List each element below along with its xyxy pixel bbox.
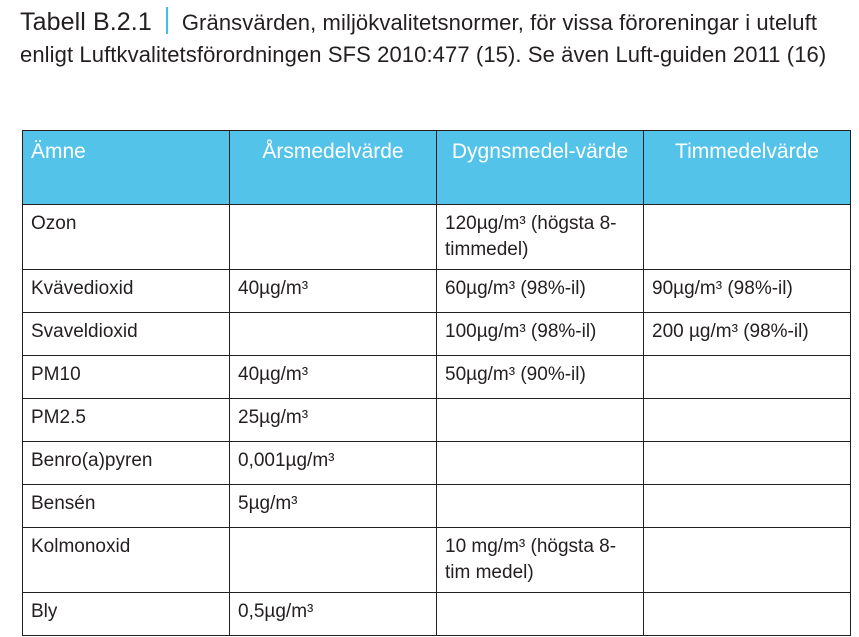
cell-daily (437, 442, 644, 485)
table-row (23, 442, 851, 485)
table-row (23, 399, 851, 442)
cell-hourly (644, 485, 851, 528)
header-daily-mean: Dygnsmedel-värde (437, 131, 644, 205)
cell-annual (230, 528, 437, 593)
cell-daily: 100µg/m³ (98%-il) (437, 313, 644, 356)
cell-substance: PM10 (23, 356, 230, 399)
cell-annual: 0,001µg/m³ (230, 442, 437, 485)
cell-substance: Ozon (23, 205, 230, 270)
header-row (23, 131, 851, 205)
cell-daily (437, 399, 644, 442)
cell-annual: 40µg/m³ (230, 270, 437, 313)
table-body (23, 205, 851, 636)
caption-separator (166, 7, 168, 34)
cell-daily: 60µg/m³ (98%-il) (437, 270, 644, 313)
cell-hourly (644, 593, 851, 636)
cell-annual: 40µg/m³ (230, 356, 437, 399)
cell-hourly (644, 399, 851, 442)
cell-daily (437, 485, 644, 528)
cell-substance: Kolmonoxid (23, 528, 230, 593)
cell-hourly (644, 205, 851, 270)
cell-hourly (644, 528, 851, 593)
cell-annual (230, 313, 437, 356)
cell-hourly (644, 442, 851, 485)
header-substance: Ämne (23, 131, 230, 205)
cell-annual: 0,5µg/m³ (230, 593, 437, 636)
cell-substance: Svaveldioxid (23, 313, 230, 356)
cell-daily (437, 593, 644, 636)
table-row (23, 205, 851, 270)
table-number: Tabell B.2.1 (20, 8, 152, 36)
table-header (23, 131, 851, 205)
table-row (23, 485, 851, 528)
cell-substance: Benro(a)pyren (23, 442, 230, 485)
limit-values-table (22, 130, 851, 636)
table-row (23, 528, 851, 593)
table-row (23, 356, 851, 399)
cell-substance: Kvävedioxid (23, 270, 230, 313)
header-annual-mean: Årsmedelvärde (230, 131, 437, 205)
cell-substance: Bensén (23, 485, 230, 528)
cell-substance: PM2.5 (23, 399, 230, 442)
cell-annual (230, 205, 437, 270)
cell-daily: 10 mg/m³ (högsta 8-tim medel) (437, 528, 644, 593)
cell-annual: 25µg/m³ (230, 399, 437, 442)
cell-hourly: 90µg/m³ (98%-il) (644, 270, 851, 313)
table-row (23, 313, 851, 356)
cell-hourly (644, 356, 851, 399)
table-row (23, 593, 851, 636)
table-caption (20, 6, 850, 71)
table-row (23, 270, 851, 313)
cell-hourly: 200 µg/m³ (98%-il) (644, 313, 851, 356)
cell-daily: 50µg/m³ (90%-il) (437, 356, 644, 399)
cell-substance: Bly (23, 593, 230, 636)
header-hourly-mean: Timmedelvärde (644, 131, 851, 205)
cell-annual: 5µg/m³ (230, 485, 437, 528)
caption-text: Gränsvärden, miljökvalitetsnormer, för vissa föroreningar i uteluft enligt Luftkvalitetsförordningen SFS 2010:477 (15). Se även Luft-guiden 2011 (16) (20, 10, 827, 67)
cell-daily: 120µg/m³ (högsta 8-timmedel) (437, 205, 644, 270)
